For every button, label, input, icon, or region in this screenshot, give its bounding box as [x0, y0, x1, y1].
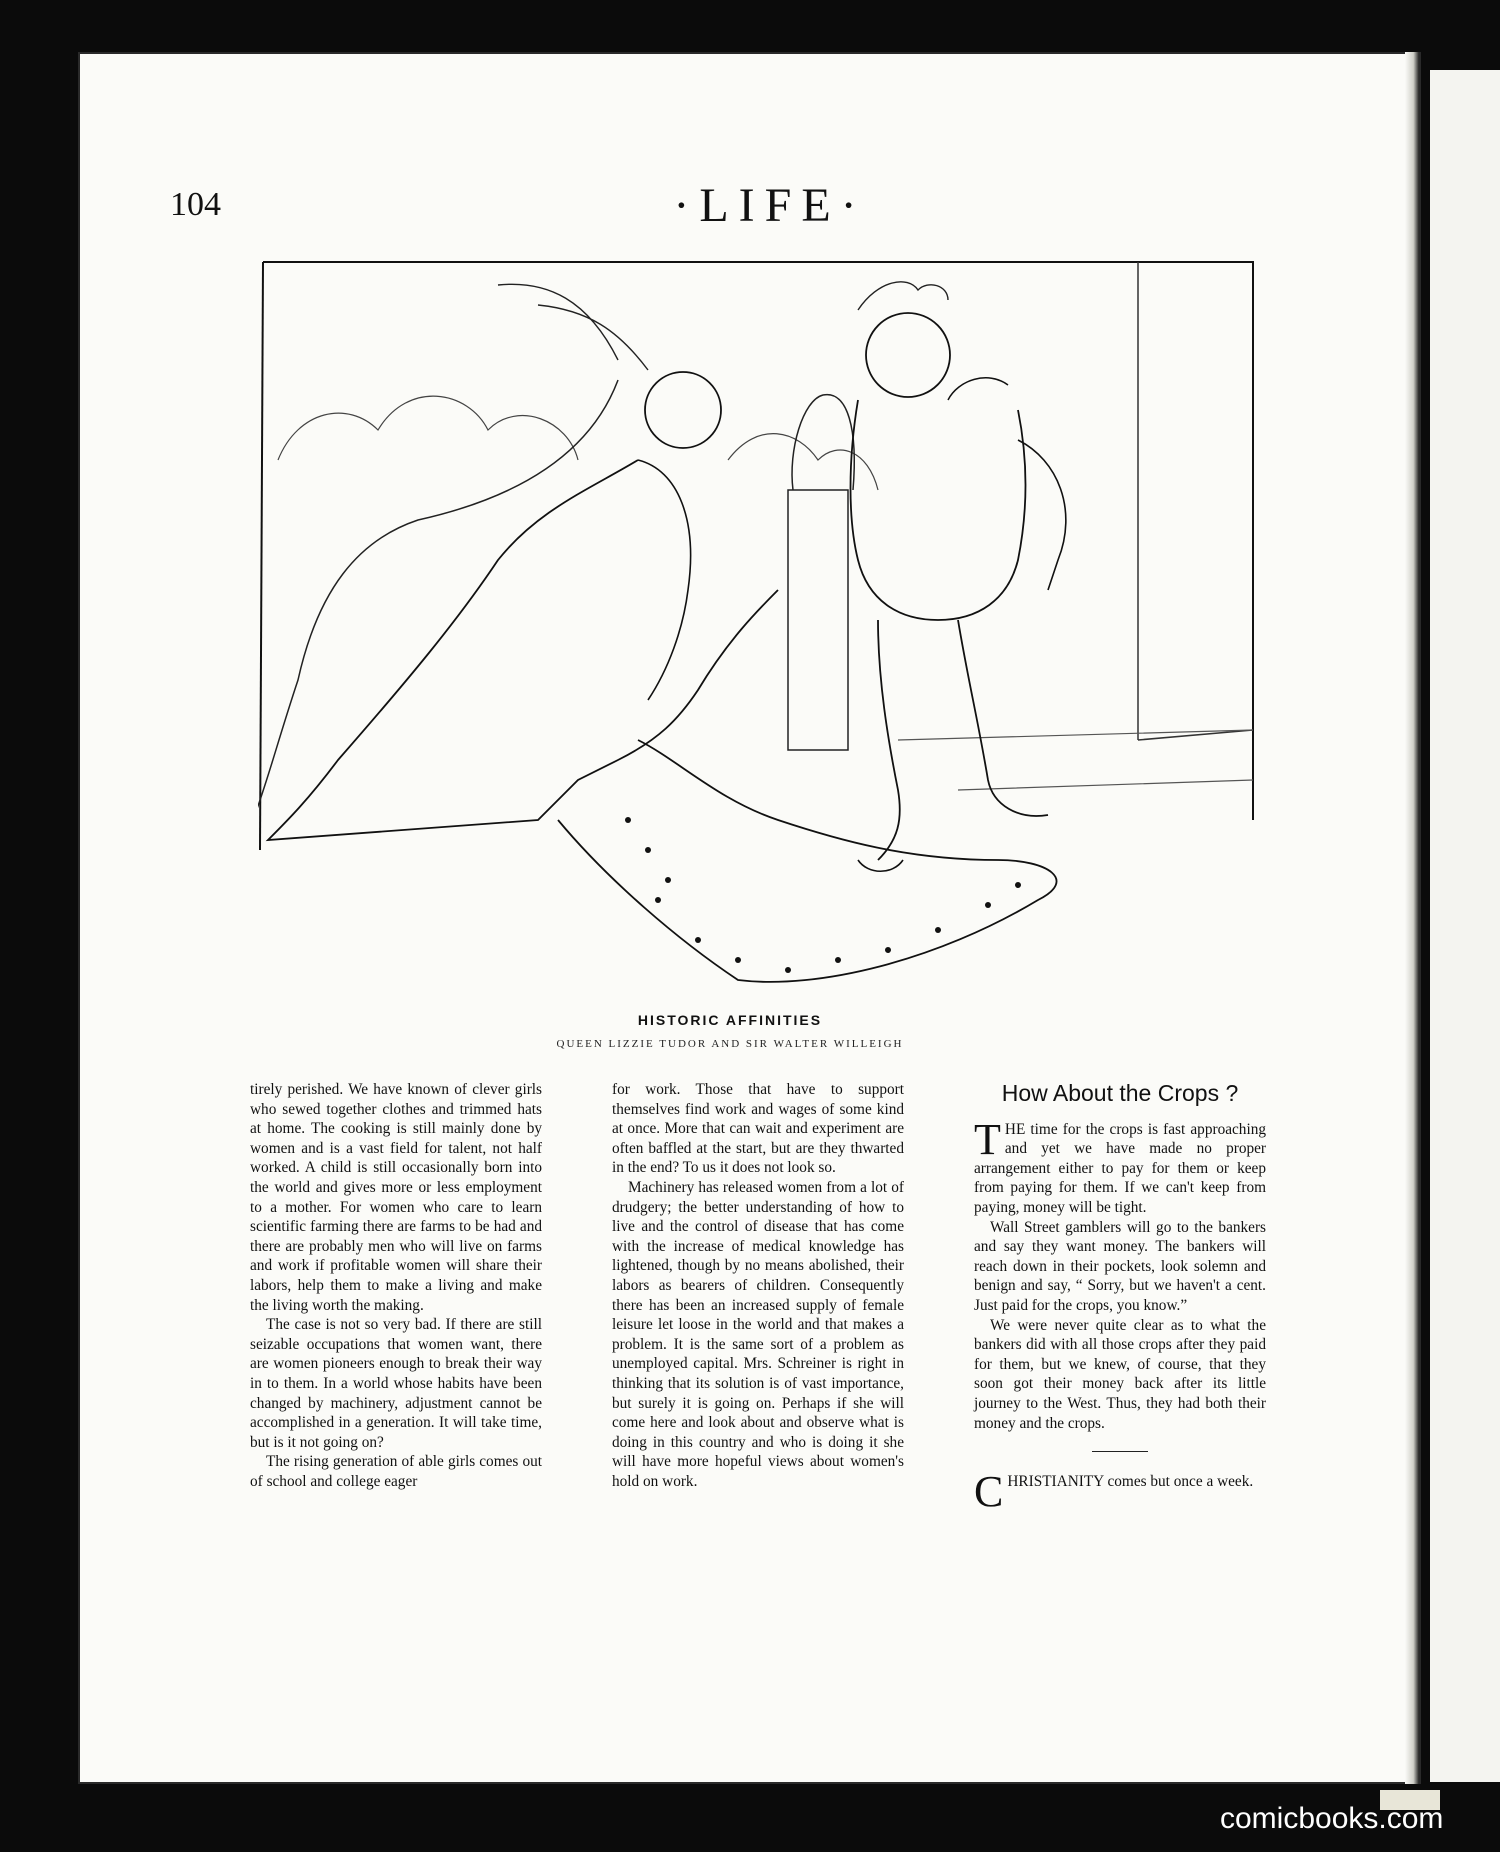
article-column-3: [974, 1080, 1266, 1517]
queen-plume: [498, 284, 618, 360]
gentleman-shoe: [858, 860, 903, 871]
column1-paragraph: The rising generation of able girls comes out of school and college eager: [250, 1453, 542, 1490]
article-column-1: [250, 1080, 542, 1491]
masthead-title: ·LIFE·: [673, 179, 867, 232]
gentleman-body: [851, 400, 1026, 620]
queen-head: [645, 372, 721, 448]
watermark: comicbooks.com: [1220, 1802, 1444, 1835]
column3-paragraph: Wall Street gamblers will go to the bankers and say they want money. The bankers will reach down in their pockets, look solemn and benign and say, “ Sorry, but we haven't a cent. Just paid for the crops, you know.”: [974, 1218, 1266, 1314]
background-trees-right: [728, 434, 878, 490]
queen-gown: [268, 460, 778, 840]
caption-subtitle: QUEEN LIZZIE TUDOR AND SIR WALTER WILLEIGH: [556, 1038, 904, 1050]
gentleman-leg-left: [878, 620, 900, 860]
frame-line: [263, 262, 1253, 820]
wall-edge: [1138, 262, 1253, 740]
queen-bodice: [638, 460, 691, 700]
statue-pedestal: [788, 490, 848, 750]
drop-cap: C: [974, 1467, 1004, 1517]
column1-paragraph: The case is not so very bad. If there are still seizable occupations that women want, there are women pioneers enough to break their way in to them. In a world whose habits have been changed by machinery, adjustment cannot be accomplished in a generation. It will take time, but is it not going on?: [250, 1316, 542, 1451]
caption-title: HISTORIC AFFINITIES: [637, 1012, 823, 1028]
gentleman-hat-plume: [858, 282, 948, 310]
ermine-cloak: [558, 740, 1057, 982]
cartoon-drawing: [258, 260, 1258, 1000]
background-trees: [278, 396, 578, 460]
gentleman-leg-right: [958, 620, 1048, 816]
drop-cap: T: [974, 1114, 1001, 1164]
column3-paragraph-first: [974, 1114, 1266, 1218]
column1-paragraph: tirely perished. We have known of clever girls who sewed together clothes and trimmed hats at home. The cooking is still mainly done by women and is a vast field for talent, not half worked. A child is still occasionally born into the world and gives more or less employment to a mother. For women who care to learn scientific farming there are farms to be had and there are probably men who will live on farms and work if profitable women will share their labors, help them to make a living and make the living worth the making.: [250, 1081, 542, 1314]
article-column-2: [612, 1080, 904, 1491]
column2-paragraph: Machinery has released women from a lot of drudgery; the better understanding of how to live and the control of disease that has come with the increase of medical knowledge has lightened, though by no means abolished, their labors as bearers of children. Consequently there has been an increased supply of female leisure let loose in the world and that makes a problem. It is the same sort of a problem as unemployed capital. Mrs. Schreiner is right in thinking that its solution is of vast importance, but surely it is going on. Perhaps if she will come here and look about and observe what is doing in this country and who is doing it she will have more hopeful views about women's hold on work.: [612, 1178, 904, 1490]
column3-paragraph-text: HRISTIANITY comes but once a week.: [1007, 1473, 1254, 1491]
ermine-spots: [625, 817, 1021, 973]
gentleman-head: [866, 313, 950, 397]
cartoon-illustration: [258, 260, 1258, 1000]
column3-paragraph-text: HE time for the crops is fast approaching and yet we have made no proper arrangement either to pay for them or keep from paying for them. If we can't keep from paying, money will be tight.: [974, 1120, 1266, 1216]
facing-page-edge: [1430, 70, 1500, 1782]
steps: [898, 730, 1253, 790]
page-gutter: [1405, 52, 1419, 1784]
queen-veil: [258, 380, 618, 820]
column3-paragraph: We were never quite clear as to what the bankers did with all those crops after they paid for them, but we knew, of course, that they soon got their money back after its little journey to the West. Thus, they had both their money and the crops.: [974, 1316, 1266, 1432]
queen-plume-2: [538, 305, 648, 370]
page-number: 104: [170, 186, 221, 223]
section-divider: [1092, 1451, 1148, 1452]
gentleman-collar: [948, 378, 1008, 400]
column2-paragraph: for work. Those that have to support themselves find work and wages of some kind at once. More that can wait and experiment are often baffled at the start, but are they thwarted in the end? To us it does not look so.: [612, 1081, 904, 1177]
column3-paragraph-second: [974, 1467, 1266, 1517]
article-heading: How About the Crops ?: [1001, 1080, 1239, 1106]
frame-line-left: [260, 262, 263, 850]
